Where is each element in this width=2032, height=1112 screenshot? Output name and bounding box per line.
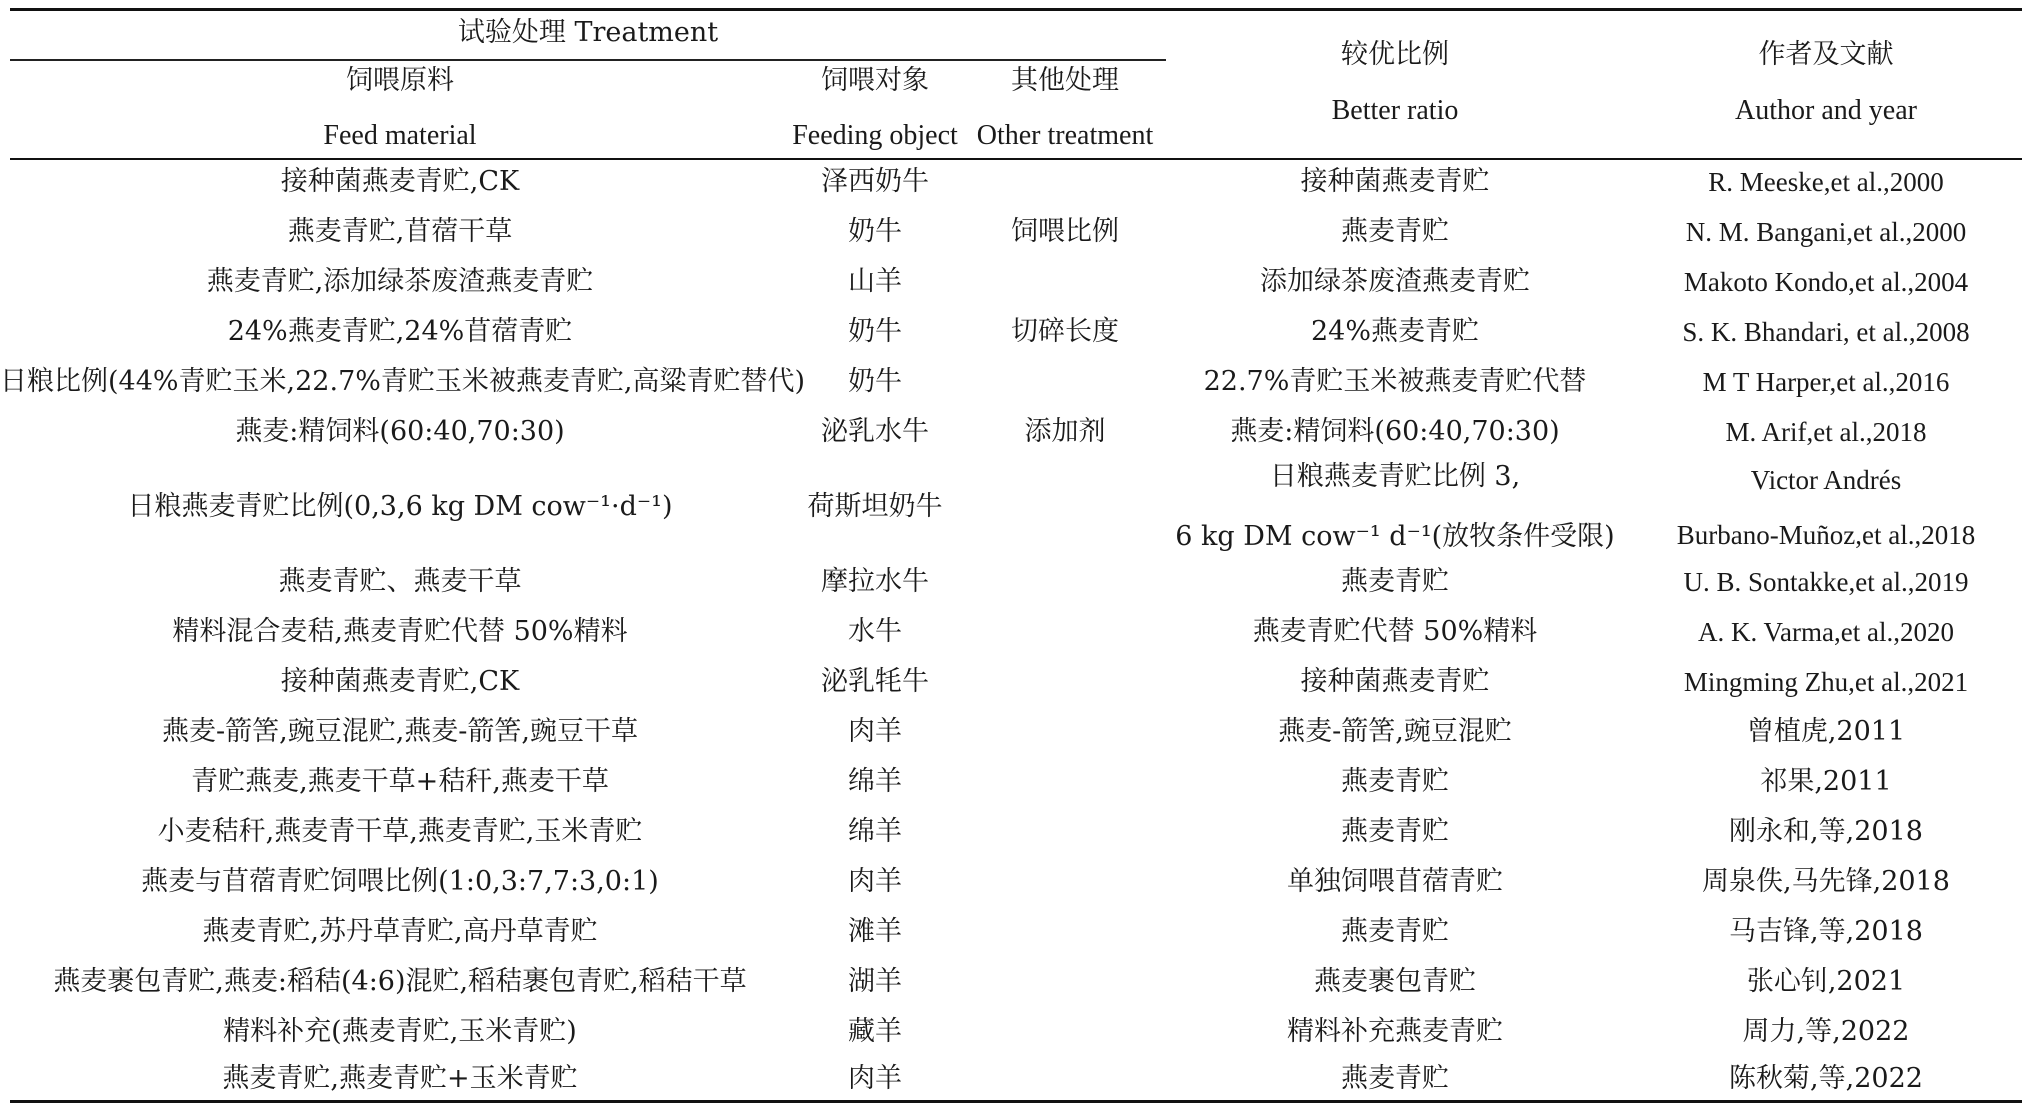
better-ratio-header-cn: 较优比例 [1341, 39, 1449, 70]
better-ratio-cell: 精料补充燕麦青贮 [1287, 1016, 1503, 1047]
feed-material-cell: 24%燕麦青贮,24%苜蓿青贮 [227, 316, 573, 347]
feeding-object-header-cn: 饲喂对象 [821, 65, 929, 96]
treatment-group-header: 试验处理 Treatment [457, 17, 719, 48]
feeding-object-cell: 摩拉水牛 [821, 566, 929, 597]
feed-material-cell: 燕麦裹包青贮,燕麦:稻秸(4:6)混贮,稻秸裹包青贮,稻秸干草 [53, 966, 747, 997]
feeding-object-cell: 山羊 [848, 266, 902, 297]
feed-material-cell: 小麦秸秆,燕麦青干草,燕麦青贮,玉米青贮 [157, 816, 643, 847]
better-ratio-cell: 燕麦:精饲料(60:40,70:30) [1230, 416, 1560, 447]
feed-material-cell: 接种菌燕麦青贮,CK [280, 666, 520, 697]
other-treatment-cell: 添加剂 [1024, 416, 1106, 447]
author-cell: M T Harper,et al.,2016 [1702, 367, 1950, 397]
other-treatment-cell: 饲喂比例 [1011, 216, 1119, 247]
better-ratio-cell: 燕麦青贮 [1341, 766, 1449, 797]
feed-material-cell: 燕麦青贮,添加绿茶废渣燕麦青贮 [206, 266, 594, 297]
better-ratio-header-en: Better ratio [1331, 95, 1459, 126]
feed-material-cell: 燕麦青贮,苏丹草青贮,高丹草青贮 [202, 916, 598, 947]
treatment-group-rule [10, 59, 1166, 61]
header-bottom-rule [10, 158, 2022, 160]
feeding-object-cell: 绵羊 [848, 766, 902, 797]
author-cell: M. Arif,et al.,2018 [1725, 417, 1927, 447]
better-ratio-cell: 接种菌燕麦青贮 [1300, 666, 1490, 697]
author-cell: Makoto Kondo,et al.,2004 [1683, 267, 1969, 297]
feed-material-cell: 青贮燕麦,燕麦干草+秸秆,燕麦干草 [191, 766, 609, 797]
feeding-object-cell: 泽西奶牛 [821, 166, 929, 197]
feed-material-cell: 燕麦青贮,燕麦青贮+玉米青贮 [222, 1063, 578, 1094]
better-ratio-cell: 燕麦青贮 [1341, 1063, 1449, 1094]
feeding-object-header-en: Feeding object [792, 120, 958, 151]
author-cell: 张心钊,2021 [1746, 966, 1906, 997]
feed-material-cell: 精料补充(燕麦青贮,玉米青贮) [223, 1016, 577, 1047]
author-header-en: Author and year [1735, 95, 1917, 126]
feed-material-cell: 燕麦青贮,苜蓿干草 [287, 216, 513, 247]
author-cell: 曾植虎,2011 [1746, 716, 1906, 747]
feeding-object-cell: 泌乳牦牛 [821, 666, 929, 697]
author-cell: Victor Andrés [1750, 465, 1902, 495]
author-cell-line2: Burbano-Muñoz,et al.,2018 [1676, 520, 1976, 550]
feeding-object-cell: 奶牛 [848, 216, 902, 247]
better-ratio-cell: 接种菌燕麦青贮 [1300, 166, 1490, 197]
author-header-cn: 作者及文献 [1758, 39, 1894, 70]
feed-material-cell: 燕麦:精饲料(60:40,70:30) [235, 416, 565, 447]
better-ratio-cell: 单独饲喂苜蓿青贮 [1287, 866, 1503, 897]
feed-material-cell: 燕麦青贮、燕麦干草 [278, 566, 522, 597]
better-ratio-cell: 燕麦青贮 [1341, 216, 1449, 247]
better-ratio-cell: 燕麦青贮 [1341, 816, 1449, 847]
better-ratio-cell: 22.7%青贮玉米被燕麦青贮代替 [1203, 366, 1587, 397]
author-cell: 刚永和,等,2018 [1729, 816, 1923, 847]
table-top-rule [10, 8, 2022, 11]
feeding-object-cell: 奶牛 [848, 316, 902, 347]
author-cell: U. B. Sontakke,et al.,2019 [1683, 567, 1969, 597]
better-ratio-cell: 日粮燕麦青贮比例 3, [1269, 461, 1521, 492]
table-bottom-rule [10, 1100, 2022, 1103]
better-ratio-cell: 添加绿茶废渣燕麦青贮 [1260, 266, 1530, 297]
author-cell: 陈秋菊,等,2022 [1729, 1063, 1923, 1094]
author-cell: 马吉锋,等,2018 [1729, 916, 1923, 947]
feeding-object-cell: 湖羊 [848, 966, 902, 997]
feed-material-cell: 日粮燕麦青贮比例(0,3,6 kg DM cow⁻¹·d⁻¹) [127, 491, 673, 522]
feeding-object-cell: 肉羊 [848, 1063, 902, 1094]
better-ratio-cell-line2: 6 kg DM cow⁻¹ d⁻¹(放牧条件受限) [1175, 521, 1615, 552]
other-treatment-header-cn: 其他处理 [1011, 65, 1119, 96]
better-ratio-cell: 24%燕麦青贮 [1310, 316, 1479, 347]
feed-material-cell: 精料混合麦秸,燕麦青贮代替 50%精料 [172, 616, 628, 647]
feed-material-cell: 接种菌燕麦青贮,CK [280, 166, 520, 197]
author-cell: 周力,等,2022 [1742, 1016, 1910, 1047]
feeding-object-cell: 奶牛 [848, 366, 902, 397]
feeding-object-cell: 滩羊 [848, 916, 902, 947]
feeding-object-cell: 荷斯坦奶牛 [807, 491, 943, 522]
author-cell: 祁果,2011 [1760, 766, 1892, 797]
other-treatment-cell: 切碎长度 [1011, 316, 1119, 347]
author-cell: A. K. Varma,et al.,2020 [1698, 617, 1954, 647]
feed-material-cell: 燕麦与苜蓿青贮饲喂比例(1:0,3:7,7:3,0:1) [141, 866, 659, 897]
feeding-object-cell: 肉羊 [848, 866, 902, 897]
author-cell: Mingming Zhu,et al.,2021 [1683, 667, 1969, 697]
better-ratio-cell: 燕麦裹包青贮 [1314, 966, 1476, 997]
author-cell: S. K. Bhandari, et al.,2008 [1682, 317, 1970, 347]
author-cell: N. M. Bangani,et al.,2000 [1685, 217, 1967, 247]
feeding-object-cell: 绵羊 [848, 816, 902, 847]
author-cell: 周泉佚,马先锋,2018 [1702, 866, 1950, 897]
feeding-object-cell: 藏羊 [848, 1016, 902, 1047]
better-ratio-cell: 燕麦青贮 [1341, 916, 1449, 947]
better-ratio-cell: 燕麦青贮 [1341, 566, 1449, 597]
feed-material-cell: 日粮比例(44%青贮玉米,22.7%青贮玉米被燕麦青贮,高粱青贮替代) [0, 366, 806, 397]
better-ratio-cell: 燕麦-箭筈,豌豆混贮 [1278, 716, 1512, 747]
feeding-object-cell: 肉羊 [848, 716, 902, 747]
feed-material-header-cn: 饲喂原料 [346, 65, 454, 96]
author-cell: R. Meeske,et al.,2000 [1708, 167, 1944, 197]
better-ratio-cell: 燕麦青贮代替 50%精料 [1252, 616, 1538, 647]
feed-material-header-en: Feed material [323, 120, 477, 151]
other-treatment-header-en: Other treatment [976, 120, 1154, 151]
feeding-object-cell: 水牛 [848, 616, 902, 647]
feeding-object-cell: 泌乳水牛 [821, 416, 929, 447]
feed-material-cell: 燕麦-箭筈,豌豆混贮,燕麦-箭筈,豌豆干草 [162, 716, 638, 747]
